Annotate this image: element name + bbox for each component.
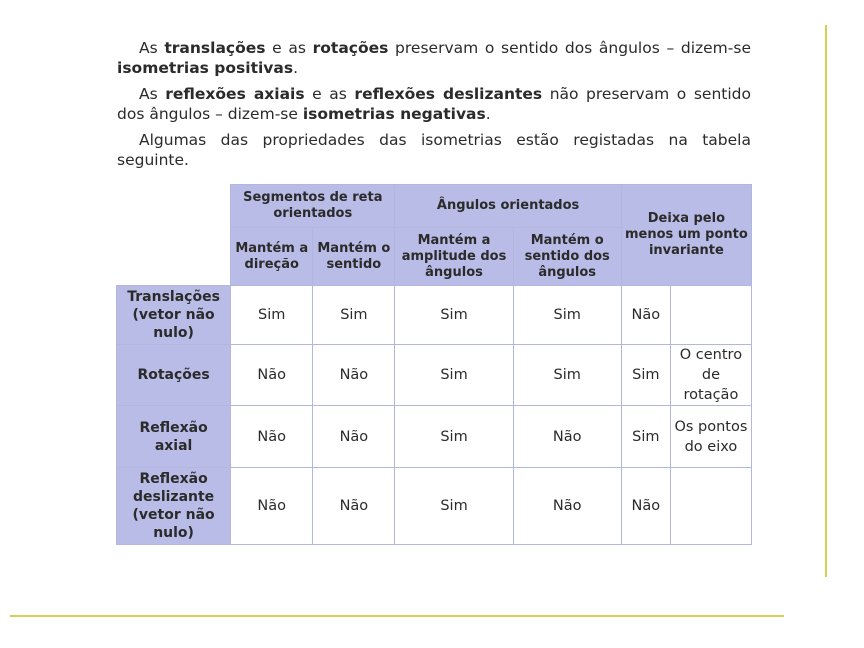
paragraph-positive-isometries	[117, 38, 751, 78]
table-cell: Sim	[513, 286, 621, 345]
table-cell	[670, 468, 751, 545]
term-glide-reflections: reflexões deslizantes	[354, 85, 543, 103]
table-cell: Sim	[621, 406, 670, 468]
table-cell: Sim	[313, 286, 395, 345]
table-header-row	[117, 185, 752, 228]
text-span: não preservam o sentido dos ângulos – dizem-se	[117, 85, 751, 123]
isometry-properties-table	[116, 184, 752, 545]
text-span: e as	[265, 39, 313, 57]
table-cell: Sim	[395, 406, 513, 468]
page-footer-rule	[10, 615, 784, 617]
row-label-rotations: Rotações	[117, 345, 231, 406]
table-cell: Não	[513, 468, 621, 545]
table-cell: Não	[313, 468, 395, 545]
table-cell: O centro de rotação	[670, 345, 751, 406]
table-cell: Não	[231, 345, 313, 406]
row-label-translations: Translações (vetor não nulo)	[117, 286, 231, 345]
row-label-glide-reflection: Reflexão deslizante (vetor não nulo)	[117, 468, 231, 545]
header-group-segments: Segmentos de reta orientados	[231, 185, 395, 228]
table-row	[117, 406, 752, 468]
term-translations: translações	[164, 39, 266, 57]
body-text	[117, 38, 751, 176]
paragraph-table-intro: Algumas das propriedades das isometrias estão registadas na tabela seguinte.	[117, 131, 751, 169]
header-group-angles: Ângulos orientados	[395, 185, 621, 228]
table-cell: Não	[621, 468, 670, 545]
table-cell: Sim	[621, 345, 670, 406]
subheader-sense: Mantém o sentido	[313, 228, 395, 286]
term-axial-reflections: reflexões axiais	[165, 85, 305, 103]
table-cell: Não	[313, 345, 395, 406]
row-label-axial-reflection: Reflexão axial	[117, 406, 231, 468]
table-cell: Não	[621, 286, 670, 345]
table-row	[117, 468, 752, 545]
table-cell: Não	[231, 468, 313, 545]
table-cell: Sim	[513, 345, 621, 406]
term-rotations: rotações	[312, 39, 389, 57]
text-span: As	[139, 85, 166, 103]
subheader-angle-sense: Mantém o sentido dos ângulos	[513, 228, 621, 286]
table-cell	[670, 286, 751, 345]
term-negative-isometries: isometrias negativas	[302, 105, 486, 123]
table-cell: Não	[313, 406, 395, 468]
text-span: e as	[304, 85, 355, 103]
subheader-direction: Mantém a direção	[231, 228, 313, 286]
text-span: .	[293, 59, 299, 77]
table-row	[117, 345, 752, 406]
text-span: preservam o sentido dos ângulos – dizem-se	[388, 39, 751, 57]
table-cell: Não	[231, 406, 313, 468]
table-cell: Sim	[231, 286, 313, 345]
paragraph-negative-isometries	[117, 84, 751, 124]
table-cell: Sim	[395, 345, 513, 406]
text-span: .	[485, 105, 491, 123]
text-span: As	[139, 39, 165, 57]
term-positive-isometries: isometrias positivas	[117, 59, 294, 77]
table-cell: Os pontos do eixo	[670, 406, 751, 468]
table-cell: Não	[513, 406, 621, 468]
table-cell: Sim	[395, 286, 513, 345]
header-invariant-point: Deixa pelo menos um ponto invariante	[621, 185, 751, 286]
table-row	[117, 286, 752, 345]
table-corner-cell	[117, 185, 231, 286]
page-margin-rule-vertical	[825, 25, 827, 577]
subheader-amplitude: Mantém a amplitude dos ângulos	[395, 228, 513, 286]
table-cell: Sim	[395, 468, 513, 545]
